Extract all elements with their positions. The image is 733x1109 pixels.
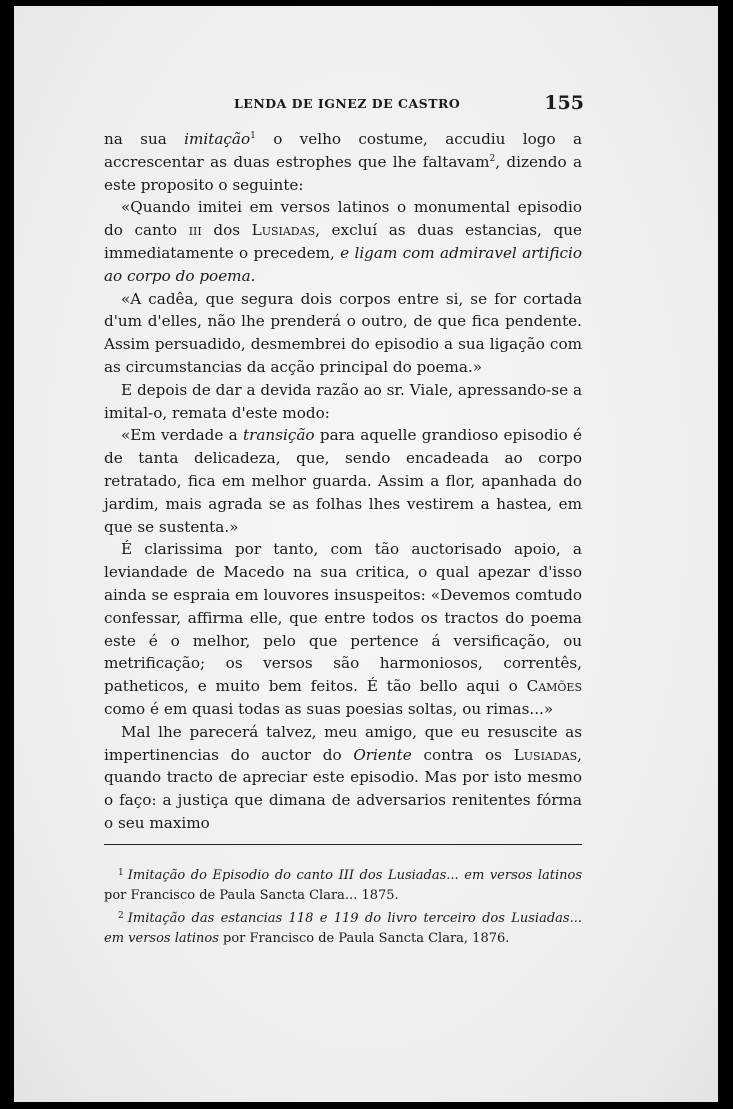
paragraph-2: «Quando imitei em versos latinos o monumental episodio do canto iii dos Lusiadas, excluí as duas estancias, que immediatamente o precedem, e ligam com admiravel artificio ao corpo do poema. xyxy=(104,198,583,285)
footnote-rule xyxy=(104,844,582,845)
page-header xyxy=(106,92,584,116)
footnotes xyxy=(104,863,582,949)
paragraph-3: «A cadêa, que segura dois corpos entre si, se for cortada d'um d'elles, não lhe prenderá o outro, de que fica pendente. Assim persuadido, desmembrei do episodio a sua ligação com as circumstancias da acção principal do poema.» xyxy=(104,289,582,376)
footnote-1: $^1$ Imitação do Episodio do canto III dos Lusiadas... em versos latinos por Francisco de Paula Sancta Clara... 1875. xyxy=(104,868,582,903)
footnote-ref-2: 2 xyxy=(489,153,496,164)
running-title: LENDA DE IGNEZ DE CASTRO xyxy=(234,96,461,111)
page-number: 155 xyxy=(544,92,584,114)
paragraph-7: Mal lhe parecerá talvez, meu amigo, que eu resuscite as impertinencias do auctor do Oriente contra os Lusiadas, quando tracto de apreciar este episodio. Mas por isto mesmo o faço: a justiça que dimana de adversarios renitentes fórma o seu maximo xyxy=(104,722,582,832)
paragraph-4: E depois de dar a devida razão ao sr. Viale, apressando-se a imital-o, remata d'este modo: xyxy=(104,380,582,422)
footnote-ref-1: 1 xyxy=(250,130,256,141)
book-page xyxy=(14,6,718,1102)
body-text xyxy=(104,128,582,835)
paragraph-6: É clarissima por tanto, com tão auctorisado apoio, a leviandade de Macedo na sua critica, o qual apezar d'isso ainda se espraia em louvores insuspeitos: «Devemos comtudo confessar, affirma elle, que entre todos os tractos do poema este é o melhor, pelo que pertence á versificação, ou metrificação; os versos são harmoniosos, correntês, patheticos, e muito bem feitos. É tão bello aqui o Camões como é em quasi todas as suas poesias soltas, ou rimas...» xyxy=(104,540,582,718)
footnote-2: $^2$ Imitação das estancias 118 e 119 do livro terceiro dos Lusiadas... em versos latinos por Francisco de Paula Sancta Clara, 1876. xyxy=(104,911,582,946)
paragraph-1: na sua imitação$^1$ o velho costume, accudiu logo a accrescentar as duas estrophes que lhe faltavam$^2$, dizendo a este proposito o seguinte: xyxy=(104,130,583,194)
paragraph-5: «Em verdade a transição para aquelle grandioso episodio é de tanta delicadeza, que, sendo encadeada ao corpo retratado, fica em melhor guarda. Assim a flor, apanhada do jardim, mais agrada se as folhas lhes vestirem a hastea, em que se sustenta.» xyxy=(104,426,582,536)
